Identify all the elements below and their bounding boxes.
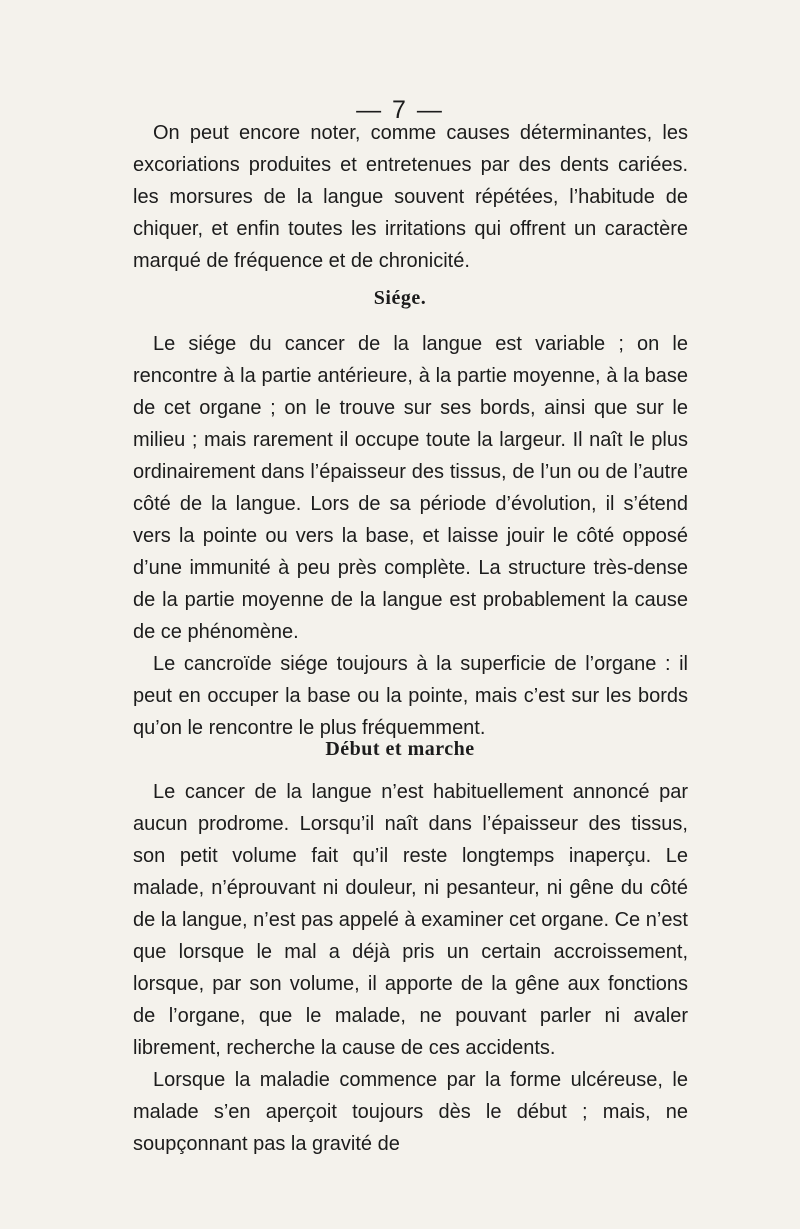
debut-paragraph-1: Le cancer de la langue n’est habituellement annoncé par aucun prodrome. Lorsqu’il naît dans l’épaisseur des tissus, son petit volume fait qu’il reste longtemps inaperçu. Le malade, n’éprouvant ni douleur, ni pesanteur, ni gêne du côté de la langue, n’est pas appelé à examiner cet organe. Ce n’est que lorsque le mal a déjà pris un certain accroissement, lorsque, par son volume, il apporte de la gêne aux fonctions de l’organe, que le malade, ne pouvant parler ni avaler librement, recherche la cause de ces accidents.	[133, 781, 688, 1059]
debut-section	[133, 776, 688, 1160]
intro-section	[133, 117, 688, 277]
section-heading-debut: Début et marche	[325, 738, 475, 760]
siege-paragraph-2: Le cancroïde siége toujours à la superficie de l’organe : il peut en occuper la base ou la pointe, mais c’est sur les bords qu’on le rencontre le plus fréquemment.	[133, 653, 688, 739]
siege-section	[133, 328, 688, 744]
siege-paragraph-1: Le siége du cancer de la langue est variable ; on le rencontre à la partie antérieure, à la partie moyenne, à la base de cet organe ; on le trouve sur ses bords, ainsi que sur le milieu ; mais rarement il occupe toute la largeur. Il naît le plus ordinairement dans l’épaisseur des tissus, de l’un ou de l’autre côté de la langue. Lors de sa période d’évolution, il s’étend vers la pointe ou vers la base, et laisse jouir le côté opposé d’une immunité à peu près complète. La structure très-dense de la partie moyenne de la langue est probablement la cause de ce phénomène.	[133, 333, 688, 643]
intro-paragraph: On peut encore noter, comme causes déterminantes, les excoriations produites et entretenues par des dents cariées. les morsures de la langue souvent répétées, l’habitude de chiquer, et enfin toutes les irritations qui offrent un caractère marqué de fréquence et de chronicité.	[133, 122, 688, 272]
debut-paragraph-2: Lorsque la maladie commence par la forme ulcéreuse, le malade s’en aperçoit toujours dès le début ; mais, ne soupçonnant pas la gravité de	[133, 1069, 688, 1155]
section-heading-siege: Siége.	[373, 287, 427, 309]
page-number: — 7 —	[356, 96, 444, 124]
